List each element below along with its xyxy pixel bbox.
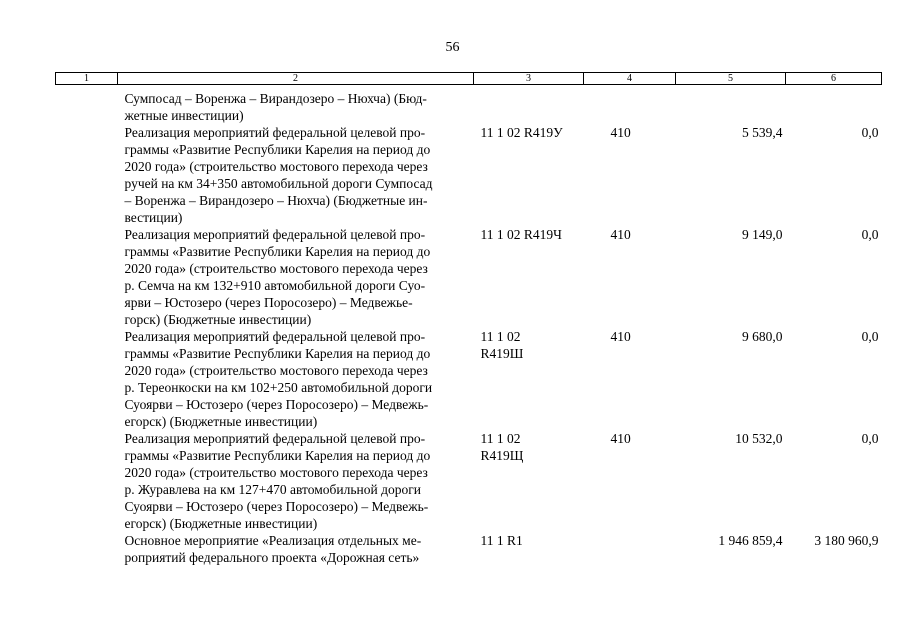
code-cell [474, 328, 584, 430]
description-line: Реализация мероприятий федеральной целевой про- [124, 125, 426, 140]
budget-table [55, 72, 882, 566]
description-cell [118, 85, 474, 125]
description-line: горск) (Бюджетные инвестиции) [124, 312, 312, 327]
description-cell [118, 532, 474, 566]
description-line: Реализация мероприятий федеральной целевой про- [124, 329, 426, 344]
description-line: 2020 года» (строительство мостового перехода через [124, 465, 428, 480]
description-line: ручей на км 34+350 автомобильной дороги Сумпосад [124, 176, 433, 191]
column-header: 6 [786, 73, 882, 85]
description-line: вестиции) [124, 210, 183, 225]
table-row [56, 85, 882, 125]
description-line: егорск) (Бюджетные инвестиции) [124, 414, 318, 429]
table-row [56, 226, 882, 328]
amount-cell: 0,0 [861, 329, 879, 344]
description-line: егорск) (Бюджетные инвестиции) [124, 516, 318, 531]
description-line: граммы «Развитие Республики Карелия на период до [124, 448, 431, 463]
description-line: Реализация мероприятий федеральной целевой про- [124, 431, 426, 446]
table-body [56, 85, 882, 567]
type-cell: 410 [610, 431, 631, 446]
code-line: 11 1 02 [480, 329, 521, 344]
description-line: 2020 года» (строительство мостового перехода через [124, 363, 428, 378]
amount-cell: 5 539,4 [742, 125, 783, 140]
table-header-row [56, 73, 882, 85]
type-cell: 410 [610, 329, 631, 344]
row-number-cell [56, 85, 118, 125]
amount-cell: 0,0 [861, 227, 879, 242]
description-cell [118, 430, 474, 532]
description-line: граммы «Развитие Республики Карелия на период до [124, 244, 431, 259]
amount-cell [786, 85, 882, 125]
amount-cell: 0,0 [861, 125, 879, 140]
type-cell: 410 [610, 125, 631, 140]
description-line: Основное мероприятие «Реализация отдельных ме- [124, 533, 422, 548]
column-header: 5 [676, 73, 786, 85]
table-row [56, 124, 882, 226]
amount-cell: 9 149,0 [742, 227, 783, 242]
column-header: 2 [118, 73, 474, 85]
description-line: – Воренжа – Вирандозеро – Нюхча) (Бюджетные ин- [124, 193, 428, 208]
code-cell [474, 430, 584, 532]
page-number: 56 [445, 40, 460, 55]
description-line: жетные инвестиции) [124, 108, 244, 123]
column-header: 1 [56, 73, 118, 85]
amount-cell: 9 680,0 [742, 329, 783, 344]
column-header: 4 [584, 73, 676, 85]
description-cell [118, 226, 474, 328]
description-line: Сумпосад – Воренжа – Вирандозеро – Нюхча) (Бюд- [124, 91, 427, 106]
row-number-cell [56, 226, 118, 328]
description-line: р. Семча на км 132+910 автомобильной дороги Суо- [124, 278, 426, 293]
table-row [56, 328, 882, 430]
description-line: Реализация мероприятий федеральной целевой про- [124, 227, 426, 242]
type-cell [584, 532, 676, 566]
description-line: ярви – Юстозеро (через Поросозеро) – Медвежье- [124, 295, 413, 310]
amount-cell: 10 532,0 [735, 431, 783, 446]
description-line: Суоярви – Юстозеро (через Поросозеро) – Медвежь- [124, 499, 429, 514]
table-row [56, 532, 882, 566]
code-line: 11 1 02 [480, 431, 521, 446]
description-line: роприятий федерального проекта «Дорожная сеть» [124, 550, 420, 565]
row-number-cell [56, 124, 118, 226]
code-cell [474, 226, 584, 328]
row-number-cell [56, 430, 118, 532]
code-line: 11 1 02 R419У [480, 125, 563, 140]
column-header: 3 [474, 73, 584, 85]
code-cell [474, 85, 584, 125]
description-line: граммы «Развитие Республики Карелия на период до [124, 346, 431, 361]
type-cell: 410 [610, 227, 631, 242]
type-cell [584, 85, 676, 125]
code-line: R419Ш [480, 346, 524, 361]
table-row [56, 430, 882, 532]
description-line: р. Тереонкоски на км 102+250 автомобильной дороги [124, 380, 433, 395]
description-line: р. Журавлева на км 127+470 автомобильной дороги [124, 482, 421, 497]
row-number-cell [56, 532, 118, 566]
row-number-cell [56, 328, 118, 430]
code-line: 11 1 R1 [480, 533, 523, 548]
amount-cell: 3 180 960,9 [814, 533, 879, 548]
description-line: 2020 года» (строительство мостового перехода через [124, 261, 428, 276]
description-line: Суоярви – Юстозеро (через Поросозеро) – Медвежь- [124, 397, 429, 412]
amount-cell: 0,0 [861, 431, 879, 446]
code-cell [474, 532, 584, 566]
code-line: 11 1 02 R419Ч [480, 227, 562, 242]
description-line: 2020 года» (строительство мостового перехода через [124, 159, 428, 174]
code-line: R419Щ [480, 448, 524, 463]
description-cell [118, 328, 474, 430]
amount-cell: 1 946 859,4 [718, 533, 783, 548]
description-cell [118, 124, 474, 226]
amount-cell [676, 85, 786, 125]
description-line: граммы «Развитие Республики Карелия на период до [124, 142, 431, 157]
code-cell [474, 124, 584, 226]
